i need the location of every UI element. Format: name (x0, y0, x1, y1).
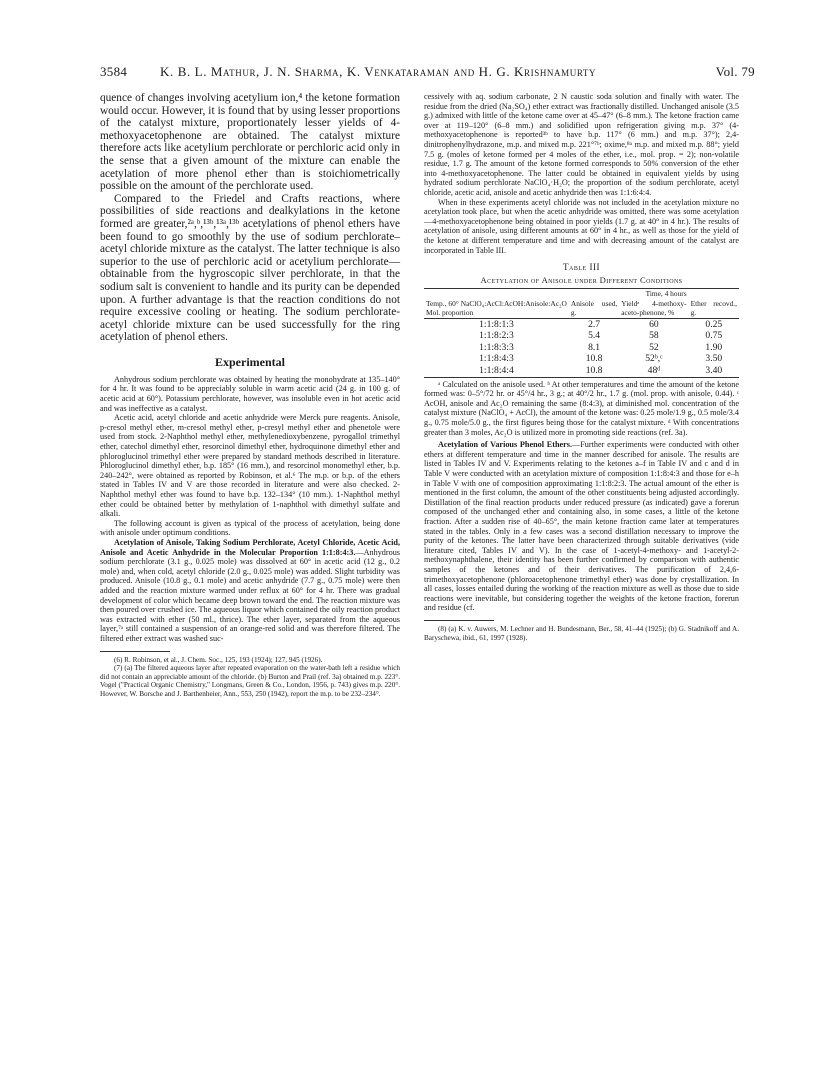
procedure-text: —Anhydrous sodium perchlorate (3.1 g., 0.025 mole) was dissolved at 60° in acetic acid (12 g., 0.2 mole) and, when cold, acetyl chloride (2.0 g., 0.025 mole) was added. Slight turbidity was produced. Anisole (10.8 g., 0.1 mole) and acetic anhydride (7.7 g., 0.75 mole) were then added and the reaction mixture warmed under reflux at 60° for 4 hr. There was gradual development of color which became deep brown toward the end. The reaction mixture was then poured over crushed ice. The aqueous liquor which contained the oily reaction product was extracted with ether (50 ml., thrice). The ether layer, separated from the aqueous layer,⁷ᵃ still contained a suspension of an orange-red solid and was therefore filtered. The filtered ether extract was washed suc- (100, 547, 400, 643)
table-row: 1:1:8:4:3 10.8 52ᵇ,ᶜ 3.50 (479, 353, 723, 365)
paragraph-workup: cessively with aq. sodium carbonate, 2 N caustic soda solution and finally with water. The residue from the dried (Na₂SO₄) ether extract was fractionally distilled. Unchanged anisole (3.5 g.) admixed with little of the ketone came over at 45–47° (6–8 mm.). The ketone fraction came over at 119–120° (6–8 mm.) and solidified upon refrigeration giving m.p. 37° (4-methoxyacetophenone is reported³ᵇ to have b.p. 117° (6 mm.) and m.p. 37°); 2,4-dinitrophenylhydrazone, m.p. and mixed m.p. 221°⁷ᵇ; oxime,⁸ᵃ m.p. and mixed m.p. 88°; yield 7.5 g. (moles of ketone formed per 4 moles of the ether, i.e., mol. prop. = 2); non-volatile residue, 1.7 g. The amount of the ketone formed corresponds to 50% conversion of the ether into 4-methoxyacetophenone. The latter could be obtained in equivalent yields by using hydrated sodium perchlorate NaClO₄·H₂O; the proportion of the sodium perchlorate, acetyl chloride, acetic acid, anisole and acetic anhydride then was 1:1:6:4:4. (424, 92, 739, 197)
table-title: Acetylation of Anisole under Different Conditions (480, 275, 683, 286)
table-row: 1:1:8:1:3 2.7 60 0.25 (479, 318, 723, 330)
paragraph-anisole-procedure (100, 538, 400, 644)
table-header-proportion: Temp., 60° NaClO₄:AcCl:AcOH:Anisole:Ac₂O Mol. proportion (426, 299, 567, 317)
left-column (100, 92, 400, 698)
table-header-ether: Ether recovd., g. (690, 299, 737, 317)
table-header-anisole: Anisole used, g. (570, 299, 618, 317)
table-row: 1:1:8:3:3 8.1 52 1.90 (479, 341, 723, 353)
table-header-yield: Time, 4 hours Yieldᵃ 4-methoxy-aceto-phenone, % (621, 289, 687, 317)
paragraph-reagents: Acetic acid, acetyl chloride and acetic anhydride were Merck pure reagents. Anisole, p-cresol methyl ether, m-cresol methyl ether, p-cresyl methyl ether and phenetole were used from stock. 2-Naphthol methyl ether, methylenedioxybenzene, pyrogallol trimethyl ether, catechol dimethyl ether, resorcinol dimethyl ether, hydroquinone dimethyl ether and phloroglucinol trimethyl ether were prepared by standard methods described in literature. Phloroglucinol dimethyl ether, b.p. 185° (16 mm.), and resorcinol monomethyl ether, b.p. 240–242°, were obtained as reported by Robinson, et al.⁶ The m.p. or b.p. of the ethers stated in Tables IV and V are those recorded in literature and were also checked. 2-Naphthol methyl ether was found to have b.p. 132–134° (10 mm.). 1-Naphthol methyl ether could be obtained better by methylation of 1-naphthol with dimethyl sulfate and alkali. (100, 413, 400, 519)
footnote-rule (424, 620, 494, 621)
table-row: 1:1:8:2:3 5.4 58 0.75 (479, 330, 723, 342)
running-authors: K. B. L. Mathur, J. N. Sharma, K. Venkataraman and H. G. Krishnamurty (160, 64, 597, 79)
volume-label: Vol. 79 (715, 64, 755, 79)
table-row: 1:1:8:4:4 10.8 48ᵈ 3.40 (424, 365, 739, 377)
paragraph-comparison: Compared to the Friedel and Crafts reactions, where possibilities of side reactions and dealkylations in the ketone formed are greater,²ᵃ,ᵇ,¹³ᵇ,¹³ᵃ,¹³ᵇ acetylations of phenol ethers have been found to go smoothly by the use of sodium perchlorate–acetyl chloride mixture as the catalyst. The latter technique is also superior to the use of perchloric acid or acetylium perchlorate—obtainable from the hygroscopic silver perchlorate, in that the sodium salt is convenient to handle and its purity can be depended upon. A further advantage is that the reaction conditions do not require excessive cooling or heating. The sodium perchlorate-acetyl chloride mixture can be used successfully for the ring acetylation of phenol ethers. (100, 192, 400, 344)
footnote-rule (100, 651, 170, 652)
table-label: Table III (563, 262, 600, 273)
running-header (100, 64, 755, 80)
paragraph-intro-cont: quence of changes involving acetylium ion,⁴ the ketone formation would occur. However, it is found that by using lesser proportions of the catalyst mixture, proportionately lesser yields of 4-methoxyacetophenone are obtained. The catalyst mixture therefore acts like acetylium perchlorate or perchloric acid only in the sense that a given amount of the mixture can enable the acetylation of more phenol ether than is stoichiometrically possible on the amount of the perchlorate used. (100, 92, 400, 193)
paragraph-typical-process: The following account is given as typical of the process of acetylation, being done with anisole under optimum conditions. (100, 518, 400, 538)
paragraph-acetyl-chloride: When in these experiments acetyl chloride was not included in the acetylation mixture no acetylation took place, but when the acetic anhydride was omitted, there was some acetylation—4-methoxyacetophenone being obtained in poor yields (1.7 g. at 40° in 4 hr.). The results of acetylation of anisole, using different amounts at 60° in 4 hr., as well as those for the yield of the ketone at different temperature and time and with decreasing amount of the catalyst are incorporated in Table III. (424, 197, 739, 255)
footnote-8: (8) (a) K. v. Auwers, M. Lechner and H. Bundesmann, Ber., 58, 41–44 (1925); (b) G. Stadnikoff and A. Baryschewa, ibid., 61, 1997 (1928). (424, 624, 739, 642)
right-column (424, 92, 739, 642)
subsection-title: Acetylation of Various Phenol Ethers. (438, 440, 573, 450)
procedure-title: Acetylation of Anisole, Taking Sodium Perchlorate, Acetyl Chloride, Acetic Acid, Anisole and Acetic Anhydride in the Molecular Proportion 1:1:8:4:3. (100, 537, 400, 557)
table-notes: ᵃ Calculated on the anisole used. ᵇ At other temperatures and time the amount of the ketone formed was: 0–5°/72 hr. or 45°/4 hr., 3 g.; at 40°/2 hr., 1.7 g. (mol. prop. with anisole, 0.44). ᶜ AcOH, anisole and Ac₂O remaining the same (8:4:3), at diminished mol. concentration of the catalyst mixture (NaClO₄ + AcCl), the amount of the ketone was: 0.25 mole/1.9 g., 0.5 mole/3.4 g., 0.75 mole/5.0 g., the first figures being those for the catalyst mixture. ᵈ With concentrations greater than 3 moles, Ac₂O is utilized more in promoting side reactions (ref. 3a). (424, 379, 739, 437)
table-time-note: Time, 4 hours (645, 289, 687, 299)
paragraph-perchlorate: Anhydrous sodium perchlorate was obtained by heating the monohydrate at 135–140° for 4 hr. It was found to be appreciably soluble in warm acetic acid (24 g. in 100 g. of acetic acid at 60°). Potassium perchlorate, however, was insoluble even in hot acetic acid and was ineffective as a catalyst. (100, 374, 400, 413)
subsection-text: —Further experiments were conducted with other ethers at different temperature and time in the manner described for anisole. The results are listed in Tables IV and V. Experiments relating to the ketones a–f in Table IV and c and d in Table V were conducted with an acetylation mixture of composition 1:1:8:4:3 and those for e–h in Table V with one of composition approximating 1:1:8:2:3. The actual amount of the ether is mentioned in the first column, the amount of the other constituents being adjusted accordingly. Distillation of the final reaction products under reduced pressure (as indicated) gave a forerun composed of the unchanged ether and containing also, in some cases, a little of the ketone fraction. After a sudden rise of 40–65°, the main ketone fraction came later at temperatures stated in the tables. Only in a few cases was a second distillation necessary to improve the purity of the ketones. The latter have been characterized through suitable derivatives (vide literature cited, Tables IV and V). In the case of 1-acetyl-4-methoxy- and 1-acetyl-2-methoxynaphthalene, their identity has been further confirmed by comparison with authentic samples of the ketones and of their derivatives. The purification of 2,4,6-trimethoxyacetophenone (phloroacetophenone trimethyl ether) was done by crystallization. In all cases, losses entailed during the working of the reaction mixture as well as those due to side reactions were inevitable, but considering together the weights of the ketone fraction, forerun and residue (cf. (424, 440, 739, 613)
footnote-7: (7) (a) The filtered aqueous layer after repeated evaporation on the water-bath left a residue which did not contain an appreciable amount of the chloride. (b) Burton and Prail (ref. 3a) obtained m.p. 223°. Vogel ("Practical Organic Chemistry," Longmans, Green & Co., London, 1956, p. 743) gives m.p. 220°. However, W. Borsche and J. Barthenheier, Ann., 553, 250 (1942), report the m.p. to be 232–234°. (100, 664, 400, 698)
section-heading-experimental: Experimental (215, 354, 285, 369)
footnote-6: (6) R. Robinson, et al., J. Chem. Soc., 125, 193 (1924); 127, 945 (1926). (114, 655, 323, 664)
page-number: 3584 (100, 64, 128, 79)
paragraph-various-ethers (424, 440, 739, 613)
table-iii (424, 288, 739, 378)
